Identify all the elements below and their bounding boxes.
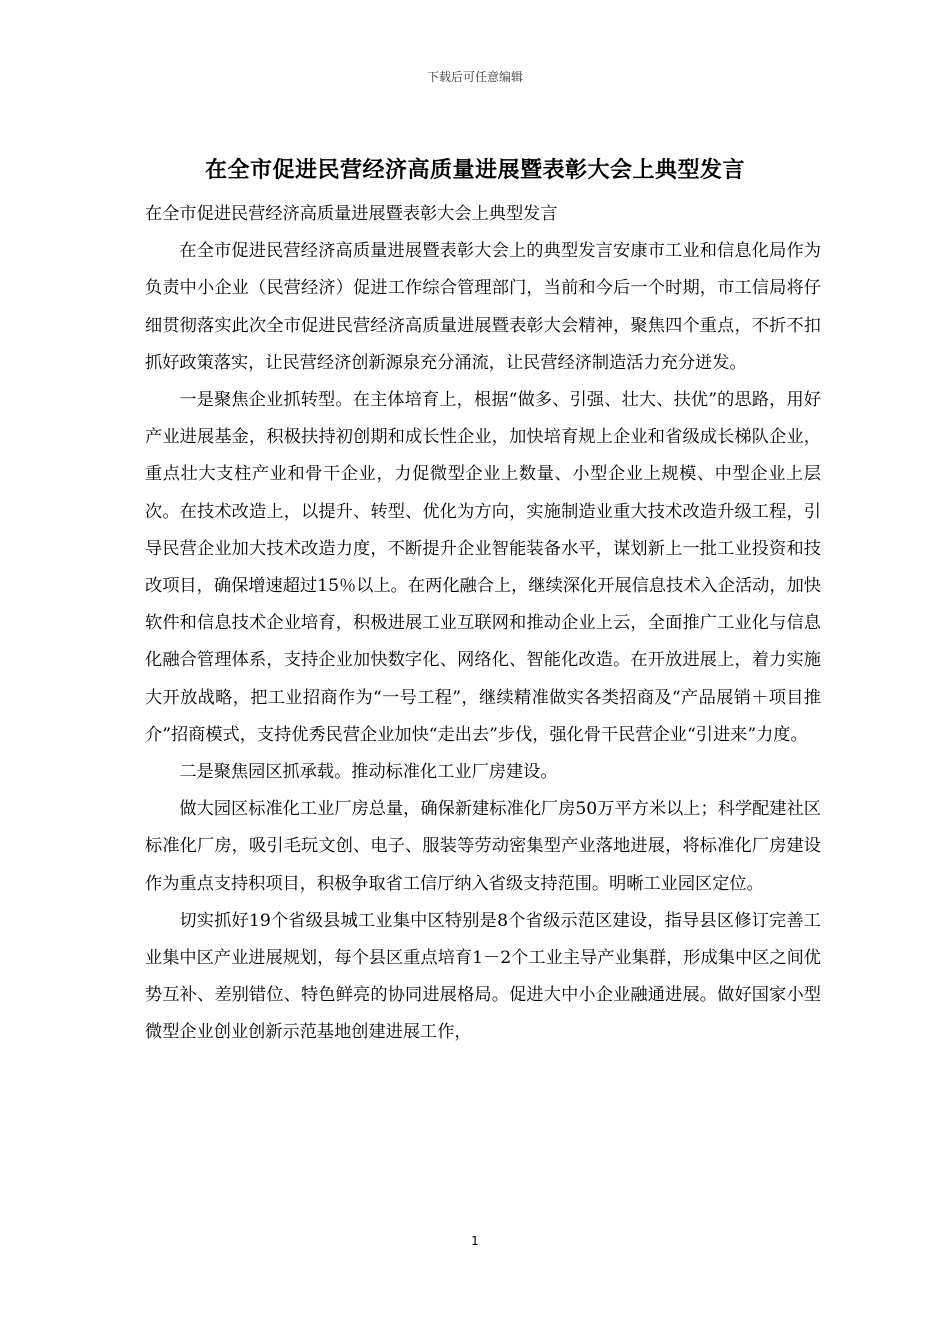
document-title: 在全市促进民营经济高质量进展暨表彰大会上典型发言 — [204, 157, 745, 183]
paragraph-park-heading: 二是聚焦园区抓承载。推动标准化工业厂房建设。 — [179, 762, 558, 783]
paragraph-industrial-cluster: 切实抓好19个省级县城工业集中区特别是8个省级示范区建设，指导县区修订完善工业集中区产业进展规划，每个县区重点培育1－2个工业主导产业集群，形成集中区之间优势互补、差别错位、特色鲜亮的协同进展格局。促进大中小企业融通进展。做好国家小型微型企业创业创新示范基地创建进展工作， — [145, 910, 821, 1043]
subtitle-line: 在全市促进民营经济高质量进展暨表彰大会上典型发言 — [145, 204, 558, 224]
paragraph-intro: 在全市促进民营经济高质量进展暨表彰大会上的典型发言安康市工业和信息化局作为负责中小企业（民营经济）促进工作综合管理部门，当前和今后一个时期，市工信局将仔细贯彻落实此次全市促进民营经济高质量进展暨表彰大会精神，聚焦四个重点，不折不扣抓好政策落实，让民营经济创新源泉充分涌流，让民营经济制造活力充分迸发。 — [145, 241, 821, 373]
document-body — [145, 196, 821, 1052]
paragraph-enterprise-transformation: 一是聚焦企业抓转型。在主体培育上，根据“做多、引强、壮大、扶优”的思路，用好产业进展基金，积极扶持初创期和成长性企业，加快培育规上企业和省级成长梯队企业，重点壮大支柱产业和骨干企业，力促微型企业上数量、小型企业上规模、中型企业上层次。在技术改造上，以提升、转型、优化为方向，实施制造业重大技术改造升级工程，引导民营企业加大技术改造力度，不断提升企业智能装备水平，谋划新上一批工业投资和技改项目，确保增速超过15％以上。在两化融合上，继续深化开展信息技术入企活动，加快软件和信息技术企业培育，积极进展工业互联网和推动企业上云，全面推广工业化与信息化融合管理体系，支持企业加快数字化、网络化、智能化改造。在开放进展上，着力实施大开放战略，把工业招商作为“一号工程”，继续精准做实各类招商及“产品展销＋项目推介”招商模式，支持优秀民营企业加快“走出去”步伐，强化骨干民营企业“引进来”力度。 — [145, 390, 821, 745]
paragraph-standard-factory: 做大园区标准化工业厂房总量，确保新建标准化厂房50万平方米以上；科学配建社区标准化厂房，吸引毛玩文创、电子、服装等劳动密集型产业落地进展，将标准化厂房建设作为重点支持积项目，积极争取省工信厅纳入省级支持范围。明晰工业园区定位。 — [145, 799, 821, 894]
page-number: 1 — [471, 1234, 479, 1248]
header-note: 下载后可任意编辑 — [426, 70, 523, 84]
